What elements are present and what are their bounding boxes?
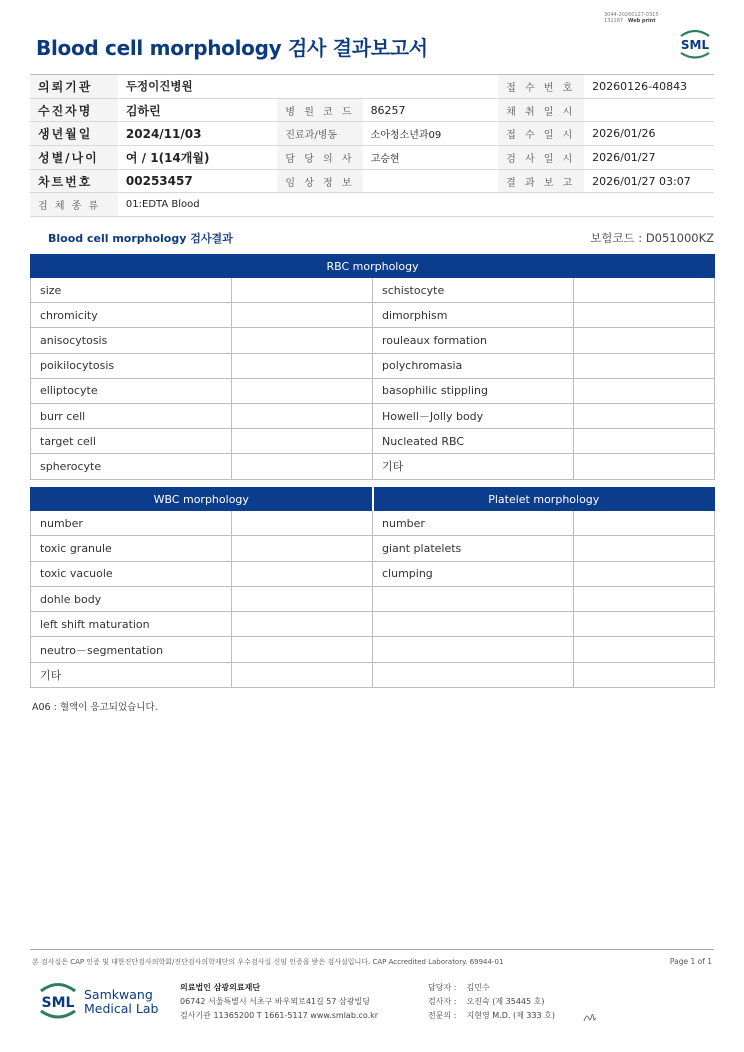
item-name-cell: number xyxy=(373,511,574,536)
staff-row: 검사자 : 오진숙 (제 35445 호) xyxy=(428,997,545,1006)
item-name-cell: chromicity xyxy=(31,303,232,328)
info-row xyxy=(30,98,714,122)
item-name-cell: toxic vacuole xyxy=(31,561,232,586)
organization-info xyxy=(180,981,378,1023)
label-collection-time: 채 취 일 시 xyxy=(498,98,584,122)
item-name-cell: toxic granule xyxy=(31,536,232,561)
org-address: 06742 서울특별시 서초구 바우뫼로41길 57 삼광빌딩 xyxy=(180,997,370,1006)
value-collection-time xyxy=(584,98,714,122)
value-receipt-no: 20260126-40843 xyxy=(584,75,714,99)
item-name-cell: schistocyte xyxy=(373,278,574,303)
item-name-cell: Nucleated RBC xyxy=(373,429,574,454)
result-value-cell xyxy=(574,303,715,328)
item-name-cell: basophilic stippling xyxy=(373,378,574,403)
page-title: Blood cell morphology 검사 결과보고서 xyxy=(36,36,428,60)
accreditation-statement: 본 검사실은 CAP 인증 및 대한진단검사의학회/진단검사의학재단의 우수검사실 신임 인증을 받은 검사실입니다. CAP Accredited Laboratory. 69944-01 xyxy=(32,958,504,966)
value-department: 소아청소년과09 xyxy=(363,122,499,146)
table-row xyxy=(31,586,715,611)
lab-name xyxy=(84,988,158,1016)
signature-icon xyxy=(582,1010,598,1024)
result-value-cell xyxy=(574,278,715,303)
table-row xyxy=(31,378,715,403)
result-value-cell xyxy=(574,353,715,378)
wbc-platelet-morphology-table xyxy=(30,487,715,688)
value-doctor: 고승현 xyxy=(363,146,499,170)
table-row xyxy=(31,278,715,303)
label-chart-no: 차트번호 xyxy=(30,169,118,193)
result-value-cell xyxy=(574,637,715,662)
svg-text:SML: SML xyxy=(41,995,75,1011)
value-hospital-code: 86257 xyxy=(363,98,499,122)
blank-cell xyxy=(363,75,499,99)
result-value-cell xyxy=(232,454,373,479)
item-name-cell: dohle body xyxy=(31,586,232,611)
label-department: 진료과/병동 xyxy=(277,122,362,146)
blank-cell xyxy=(277,75,362,99)
item-name-cell: Howell－Jolly body xyxy=(373,403,574,428)
lab-name-line1: Samkwang xyxy=(84,987,153,1002)
result-value-cell xyxy=(232,353,373,378)
value-receipt-date: 2026/01/26 xyxy=(584,122,714,146)
result-value-cell xyxy=(232,612,373,637)
label-hospital-code: 병 원 코 드 xyxy=(277,98,362,122)
rbc-rows xyxy=(31,278,715,480)
rbc-header: RBC morphology xyxy=(31,255,715,278)
table-row xyxy=(31,637,715,662)
platelet-header: Platelet morphology xyxy=(373,488,715,511)
item-name-cell xyxy=(373,612,574,637)
result-value-cell xyxy=(232,586,373,611)
wbc-platelet-rows xyxy=(31,511,715,688)
item-name-cell: dimorphism xyxy=(373,303,574,328)
result-value-cell xyxy=(574,586,715,611)
result-section-title: Blood cell morphology 검사결과 xyxy=(48,232,233,245)
table-row xyxy=(31,662,715,687)
result-value-cell xyxy=(232,328,373,353)
value-patient-name: 김하린 xyxy=(118,98,277,122)
result-value-cell xyxy=(232,511,373,536)
sml-footer-logo-icon xyxy=(36,980,80,1020)
result-value-cell xyxy=(574,536,715,561)
value-sex-age: 여 / 1(14개월) xyxy=(118,146,277,170)
label-requesting-org: 의뢰기관 xyxy=(30,75,118,99)
label-birth-date: 생년월일 xyxy=(30,122,118,146)
table-row xyxy=(31,561,715,586)
table-row xyxy=(31,429,715,454)
page-number: Page 1 of 1 xyxy=(669,957,712,966)
info-row xyxy=(30,122,714,146)
item-name-cell: spherocyte xyxy=(31,454,232,479)
info-row xyxy=(30,146,714,170)
svg-text:SML: SML xyxy=(680,38,710,52)
result-value-cell xyxy=(232,278,373,303)
value-test-date: 2026/01/27 xyxy=(584,146,714,170)
result-value-cell xyxy=(574,403,715,428)
footer-divider xyxy=(30,949,714,950)
label-doctor: 담 당 의 사 xyxy=(277,146,362,170)
value-birth-date: 2024/11/03 xyxy=(118,122,277,146)
rbc-morphology-table xyxy=(30,254,715,480)
label-sex-age: 성별/나이 xyxy=(30,146,118,170)
item-name-cell: clumping xyxy=(373,561,574,586)
staff-row: 담당자 : 김민수 xyxy=(428,983,490,992)
org-contact: 검사기관 11365200 T 1661-5117 www.smlab.co.kr xyxy=(180,1011,379,1020)
label-specimen-type: 검 체 종 류 xyxy=(30,193,118,217)
label-clinical-info: 임 상 정 보 xyxy=(277,169,362,193)
table-row xyxy=(31,328,715,353)
result-value-cell xyxy=(574,328,715,353)
result-value-cell xyxy=(574,662,715,687)
item-name-cell: elliptocyte xyxy=(31,378,232,403)
label-report-time: 결 과 보 고 xyxy=(498,169,584,193)
item-name-cell xyxy=(373,662,574,687)
label-patient-name: 수진자명 xyxy=(30,98,118,122)
label-test-date: 검 사 일 시 xyxy=(498,146,584,170)
value-specimen-type: 01:EDTA Blood xyxy=(118,193,714,217)
table-row xyxy=(31,454,715,479)
info-row xyxy=(30,75,714,99)
item-name-cell: anisocytosis xyxy=(31,328,232,353)
staff-info xyxy=(428,981,555,1023)
item-name-cell: giant platelets xyxy=(373,536,574,561)
item-name-cell xyxy=(373,637,574,662)
result-value-cell xyxy=(574,454,715,479)
print-stamp-mode: 131187 Web print xyxy=(604,18,656,24)
org-name: 의료법인 삼광의료재단 xyxy=(180,983,261,992)
result-value-cell xyxy=(232,303,373,328)
result-value-cell xyxy=(574,429,715,454)
patient-info-table xyxy=(30,74,714,217)
result-value-cell xyxy=(232,403,373,428)
item-name-cell: rouleaux formation xyxy=(373,328,574,353)
result-value-cell xyxy=(232,378,373,403)
result-note: A06 : 혈액이 응고되었습니다. xyxy=(32,702,158,713)
item-name-cell xyxy=(373,586,574,611)
print-stamp xyxy=(604,12,659,24)
print-stamp-id: 3044-20260127-0315 xyxy=(604,12,659,18)
label-receipt-date: 접 수 일 시 xyxy=(498,122,584,146)
info-row xyxy=(30,169,714,193)
result-value-cell xyxy=(574,612,715,637)
sml-logo-icon xyxy=(676,28,714,60)
result-value-cell xyxy=(232,561,373,586)
item-name-cell: polychromasia xyxy=(373,353,574,378)
item-name-cell: 기타 xyxy=(373,454,574,479)
value-requesting-org: 두정이진병원 xyxy=(118,75,277,99)
info-row xyxy=(30,193,714,217)
staff-row: 전문의 : 지현영 M.D. (제 333 호) xyxy=(428,1011,556,1020)
result-value-cell xyxy=(232,637,373,662)
item-name-cell: 기타 xyxy=(31,662,232,687)
result-value-cell xyxy=(574,561,715,586)
item-name-cell: target cell xyxy=(31,429,232,454)
label-receipt-no: 접 수 번 호 xyxy=(498,75,584,99)
lab-name-line2: Medical Lab xyxy=(84,1001,159,1016)
table-row xyxy=(31,303,715,328)
item-name-cell: neutro－segmentation xyxy=(31,637,232,662)
table-row xyxy=(31,612,715,637)
item-name-cell: number xyxy=(31,511,232,536)
item-name-cell: burr cell xyxy=(31,403,232,428)
value-clinical-info xyxy=(363,169,499,193)
table-row xyxy=(31,536,715,561)
insurance-code: 보험코드 : D051000KZ xyxy=(590,231,714,245)
value-chart-no: 00253457 xyxy=(118,169,277,193)
wbc-header: WBC morphology xyxy=(31,488,373,511)
table-row xyxy=(31,511,715,536)
value-report-time: 2026/01/27 03:07 xyxy=(584,169,714,193)
table-row xyxy=(31,403,715,428)
table-row xyxy=(31,353,715,378)
result-value-cell xyxy=(232,536,373,561)
item-name-cell: poikilocytosis xyxy=(31,353,232,378)
item-name-cell: left shift maturation xyxy=(31,612,232,637)
result-value-cell xyxy=(232,662,373,687)
result-value-cell xyxy=(574,378,715,403)
item-name-cell: size xyxy=(31,278,232,303)
result-value-cell xyxy=(232,429,373,454)
result-value-cell xyxy=(574,511,715,536)
